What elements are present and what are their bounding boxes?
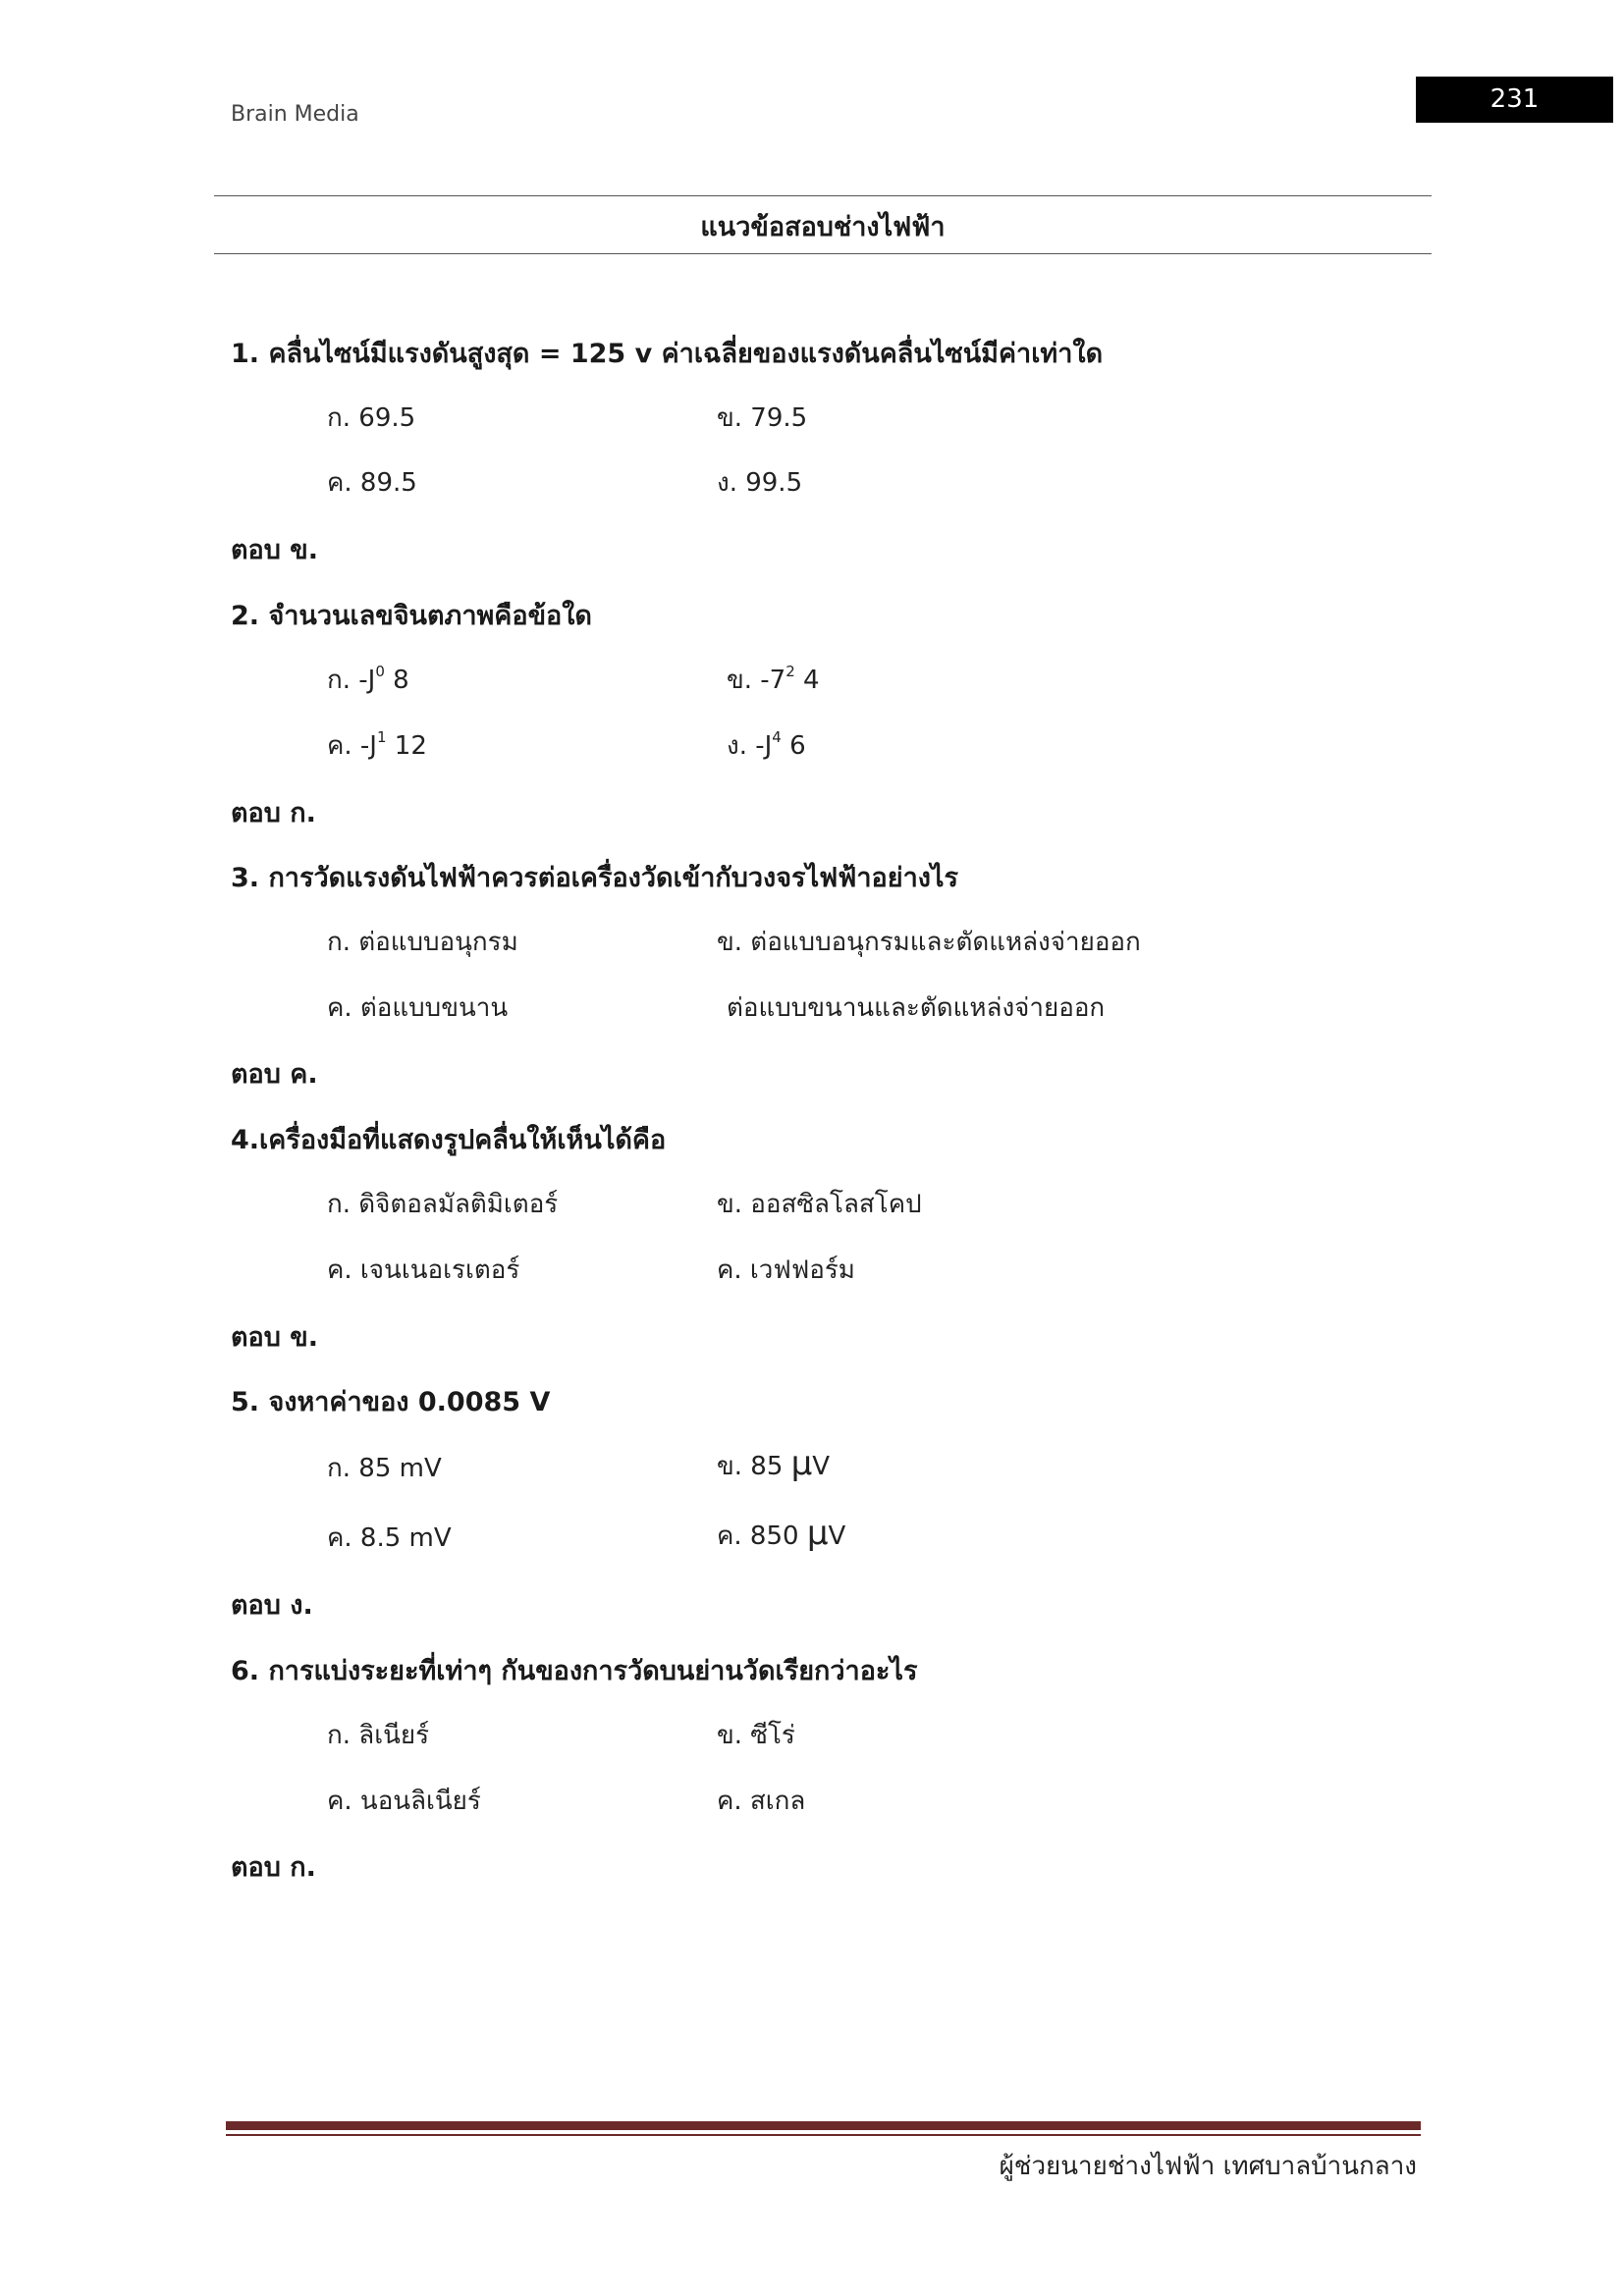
q3-option-d: ต่อแบบขนานและตัดแหล่งจ่ายออก (727, 993, 1106, 1023)
q1-option-d: ง. 99.5 (717, 468, 803, 498)
q3-option-b: ข. ต่อแบบอนุกรมและตัดแหล่งจ่ายออก (717, 928, 1141, 957)
title-rule-bottom (214, 253, 1432, 254)
q5-option-d: ค. 850 μV (717, 1514, 846, 1553)
q4-option-a: ก. ดิจิตอลมัลติมิเตอร์ (327, 1190, 559, 1219)
question-4: 4.เครื่องมือที่แสดงรูปคลื่นให้เห็นได้คือ (231, 1125, 667, 1155)
q2-option-b: ข. $-7^2$ 4 (727, 663, 820, 695)
q5-option-c: ค. 8.5 mV (327, 1523, 452, 1553)
footer-rule-thick (226, 2121, 1421, 2130)
q4-option-d: ค. เวฟฟอร์ม (717, 1255, 855, 1285)
q2-option-d: ง. $-J^4$ 6 (727, 728, 806, 761)
q3-option-c: ค. ต่อแบบขนาน (327, 993, 509, 1023)
q2-answer: ตอบ ก. (231, 798, 316, 828)
q6-answer: ตอบ ก. (231, 1852, 316, 1883)
q6-option-b: ข. ซีโร่ (717, 1721, 795, 1750)
footer-rule-thin (226, 2134, 1421, 2136)
q2-option-a: ก. $-J^0$ 8 (327, 663, 409, 695)
q3-option-a: ก. ต่อแบบอนุกรม (327, 928, 518, 957)
page-number-badge: 231 (1416, 77, 1613, 123)
q4-option-b: ข. ออสซิลโลสโคป (717, 1190, 922, 1219)
question-5: 5. จงหาค่าของ 0.0085 V (231, 1387, 551, 1417)
q1-option-b: ข. 79.5 (717, 403, 808, 433)
question-1: 1. คลื่นไซน์มีแรงดันสูงสุด = 125 v ค่าเฉลี่ยของแรงดันคลื่นไซน์มีค่าเท่าใด (231, 339, 1104, 369)
q1-option-a: ก. 69.5 (327, 403, 416, 433)
header-brand: Brain Media (231, 102, 359, 127)
q5-option-b: ข. 85 μV (717, 1444, 831, 1483)
q3-answer: ตอบ ค. (231, 1059, 318, 1090)
q5-answer: ตอบ ง. (231, 1590, 313, 1621)
q6-option-d: ค. สเกล (717, 1787, 806, 1816)
q1-answer: ตอบ ข. (231, 535, 319, 565)
question-2: 2. จำนวนเลขจินตภาพคือข้อใด (231, 601, 592, 631)
footer-text: ผู้ช่วยนายช่างไฟฟ้า เทศบาลบ้านกลาง (999, 2152, 1417, 2181)
q4-answer: ตอบ ข. (231, 1322, 319, 1353)
question-6: 6. การแบ่งระยะที่เท่าๆ กันของการวัดบนย่านวัดเรียกว่าอะไร (231, 1656, 918, 1686)
page-title: แนวข้อสอบช่างไฟฟ้า (700, 212, 946, 242)
q6-option-a: ก. ลิเนียร์ (327, 1721, 430, 1750)
q2-option-c: ค. $-J^1$ 12 (327, 728, 427, 761)
q6-option-c: ค. นอนลิเนียร์ (327, 1787, 481, 1816)
q1-option-c: ค. 89.5 (327, 468, 417, 498)
q4-option-c: ค. เจนเนอเรเตอร์ (327, 1255, 520, 1285)
q5-option-a: ก. 85 mV (327, 1454, 442, 1483)
title-rule-top (214, 195, 1432, 196)
question-3: 3. การวัดแรงดันไฟฟ้าควรต่อเครื่องวัดเข้ากับวงจรไฟฟ้าอย่างไร (231, 863, 958, 893)
